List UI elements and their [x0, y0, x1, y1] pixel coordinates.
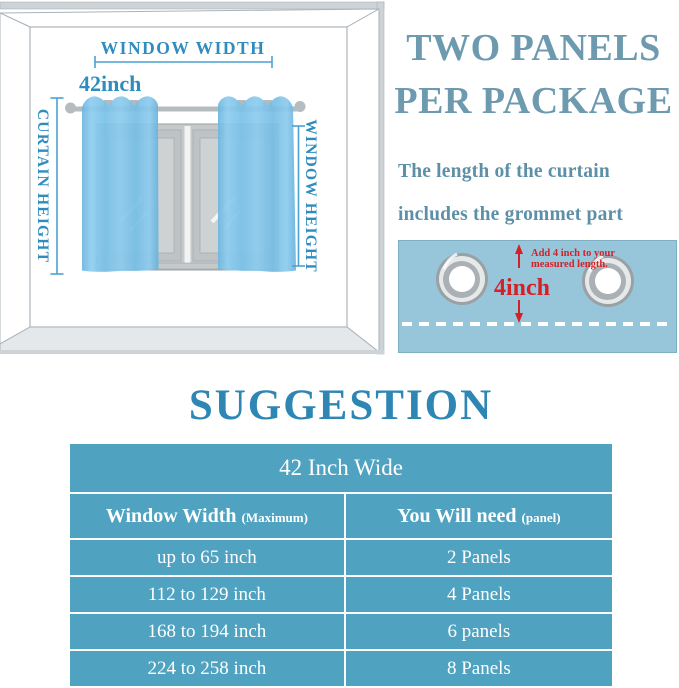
- cell-window-width: 168 to 194 inch: [69, 613, 345, 650]
- package-subtitle-line2: includes the grommet part: [398, 204, 624, 225]
- cell-panels: 8 Panels: [345, 650, 613, 687]
- suggestion-table: [68, 442, 614, 688]
- column-header-you-will-need: [345, 493, 613, 539]
- table-row: [69, 576, 613, 613]
- package-title-line2: PER PACKAGE: [394, 80, 673, 122]
- table-header-row: [69, 493, 613, 539]
- column-header-label: Window Width: [105, 504, 237, 527]
- measure-note-line1: Add 4 inch to your: [531, 248, 616, 259]
- arrow-up-head: [515, 244, 523, 254]
- column-header-sub: (Maximum): [241, 509, 308, 525]
- width-value-label: 42inch: [79, 71, 142, 96]
- cell-panels: 4 Panels: [345, 576, 613, 613]
- package-title: [388, 22, 679, 128]
- table-row: [69, 650, 613, 687]
- ceiling-face: [0, 9, 379, 27]
- measure-note-line2: measured length.: [531, 259, 608, 270]
- floor: [0, 327, 379, 352]
- suggestion-heading: SUGGESTION: [188, 382, 494, 429]
- curtain-height-label: CURTAIN HEIGHT: [34, 108, 51, 264]
- grommet-ring-left: [436, 253, 488, 305]
- cell-window-width: up to 65 inch: [69, 539, 345, 576]
- room-diagram: [0, 0, 395, 362]
- grommet-figure: [398, 240, 677, 353]
- grommet-figure-svg: [399, 241, 676, 352]
- measure-label: 4inch: [494, 275, 551, 301]
- window-width-label: WINDOW WIDTH: [100, 38, 266, 58]
- column-header-window-width: [69, 493, 345, 539]
- room-bottom-edge: [0, 350, 384, 354]
- arrow-down-head: [515, 313, 523, 323]
- window-height-label: WINDOW HEIGHT: [302, 119, 319, 273]
- cell-window-width: 112 to 129 inch: [69, 576, 345, 613]
- curtain-panel-left: [82, 96, 159, 272]
- table-title-row: [69, 443, 613, 493]
- column-header-sub: (panel): [521, 509, 561, 525]
- room-top-edge: [0, 2, 384, 9]
- cell-panels: 2 Panels: [345, 539, 613, 576]
- curtain-panel-right: [218, 96, 296, 272]
- table-row: [69, 539, 613, 576]
- package-subtitle-line1: The length of the curtain: [398, 161, 610, 182]
- left-wall-face: [0, 13, 30, 344]
- table-title: 42 Inch Wide: [69, 443, 613, 493]
- cell-panels: 6 panels: [345, 613, 613, 650]
- right-wall-face: [347, 9, 379, 352]
- table-row: [69, 613, 613, 650]
- package-title-line1: TWO PANELS: [406, 27, 661, 69]
- column-header-label: You Will need: [397, 504, 517, 527]
- cell-window-width: 224 to 258 inch: [69, 650, 345, 687]
- package-subtitle: [398, 150, 679, 236]
